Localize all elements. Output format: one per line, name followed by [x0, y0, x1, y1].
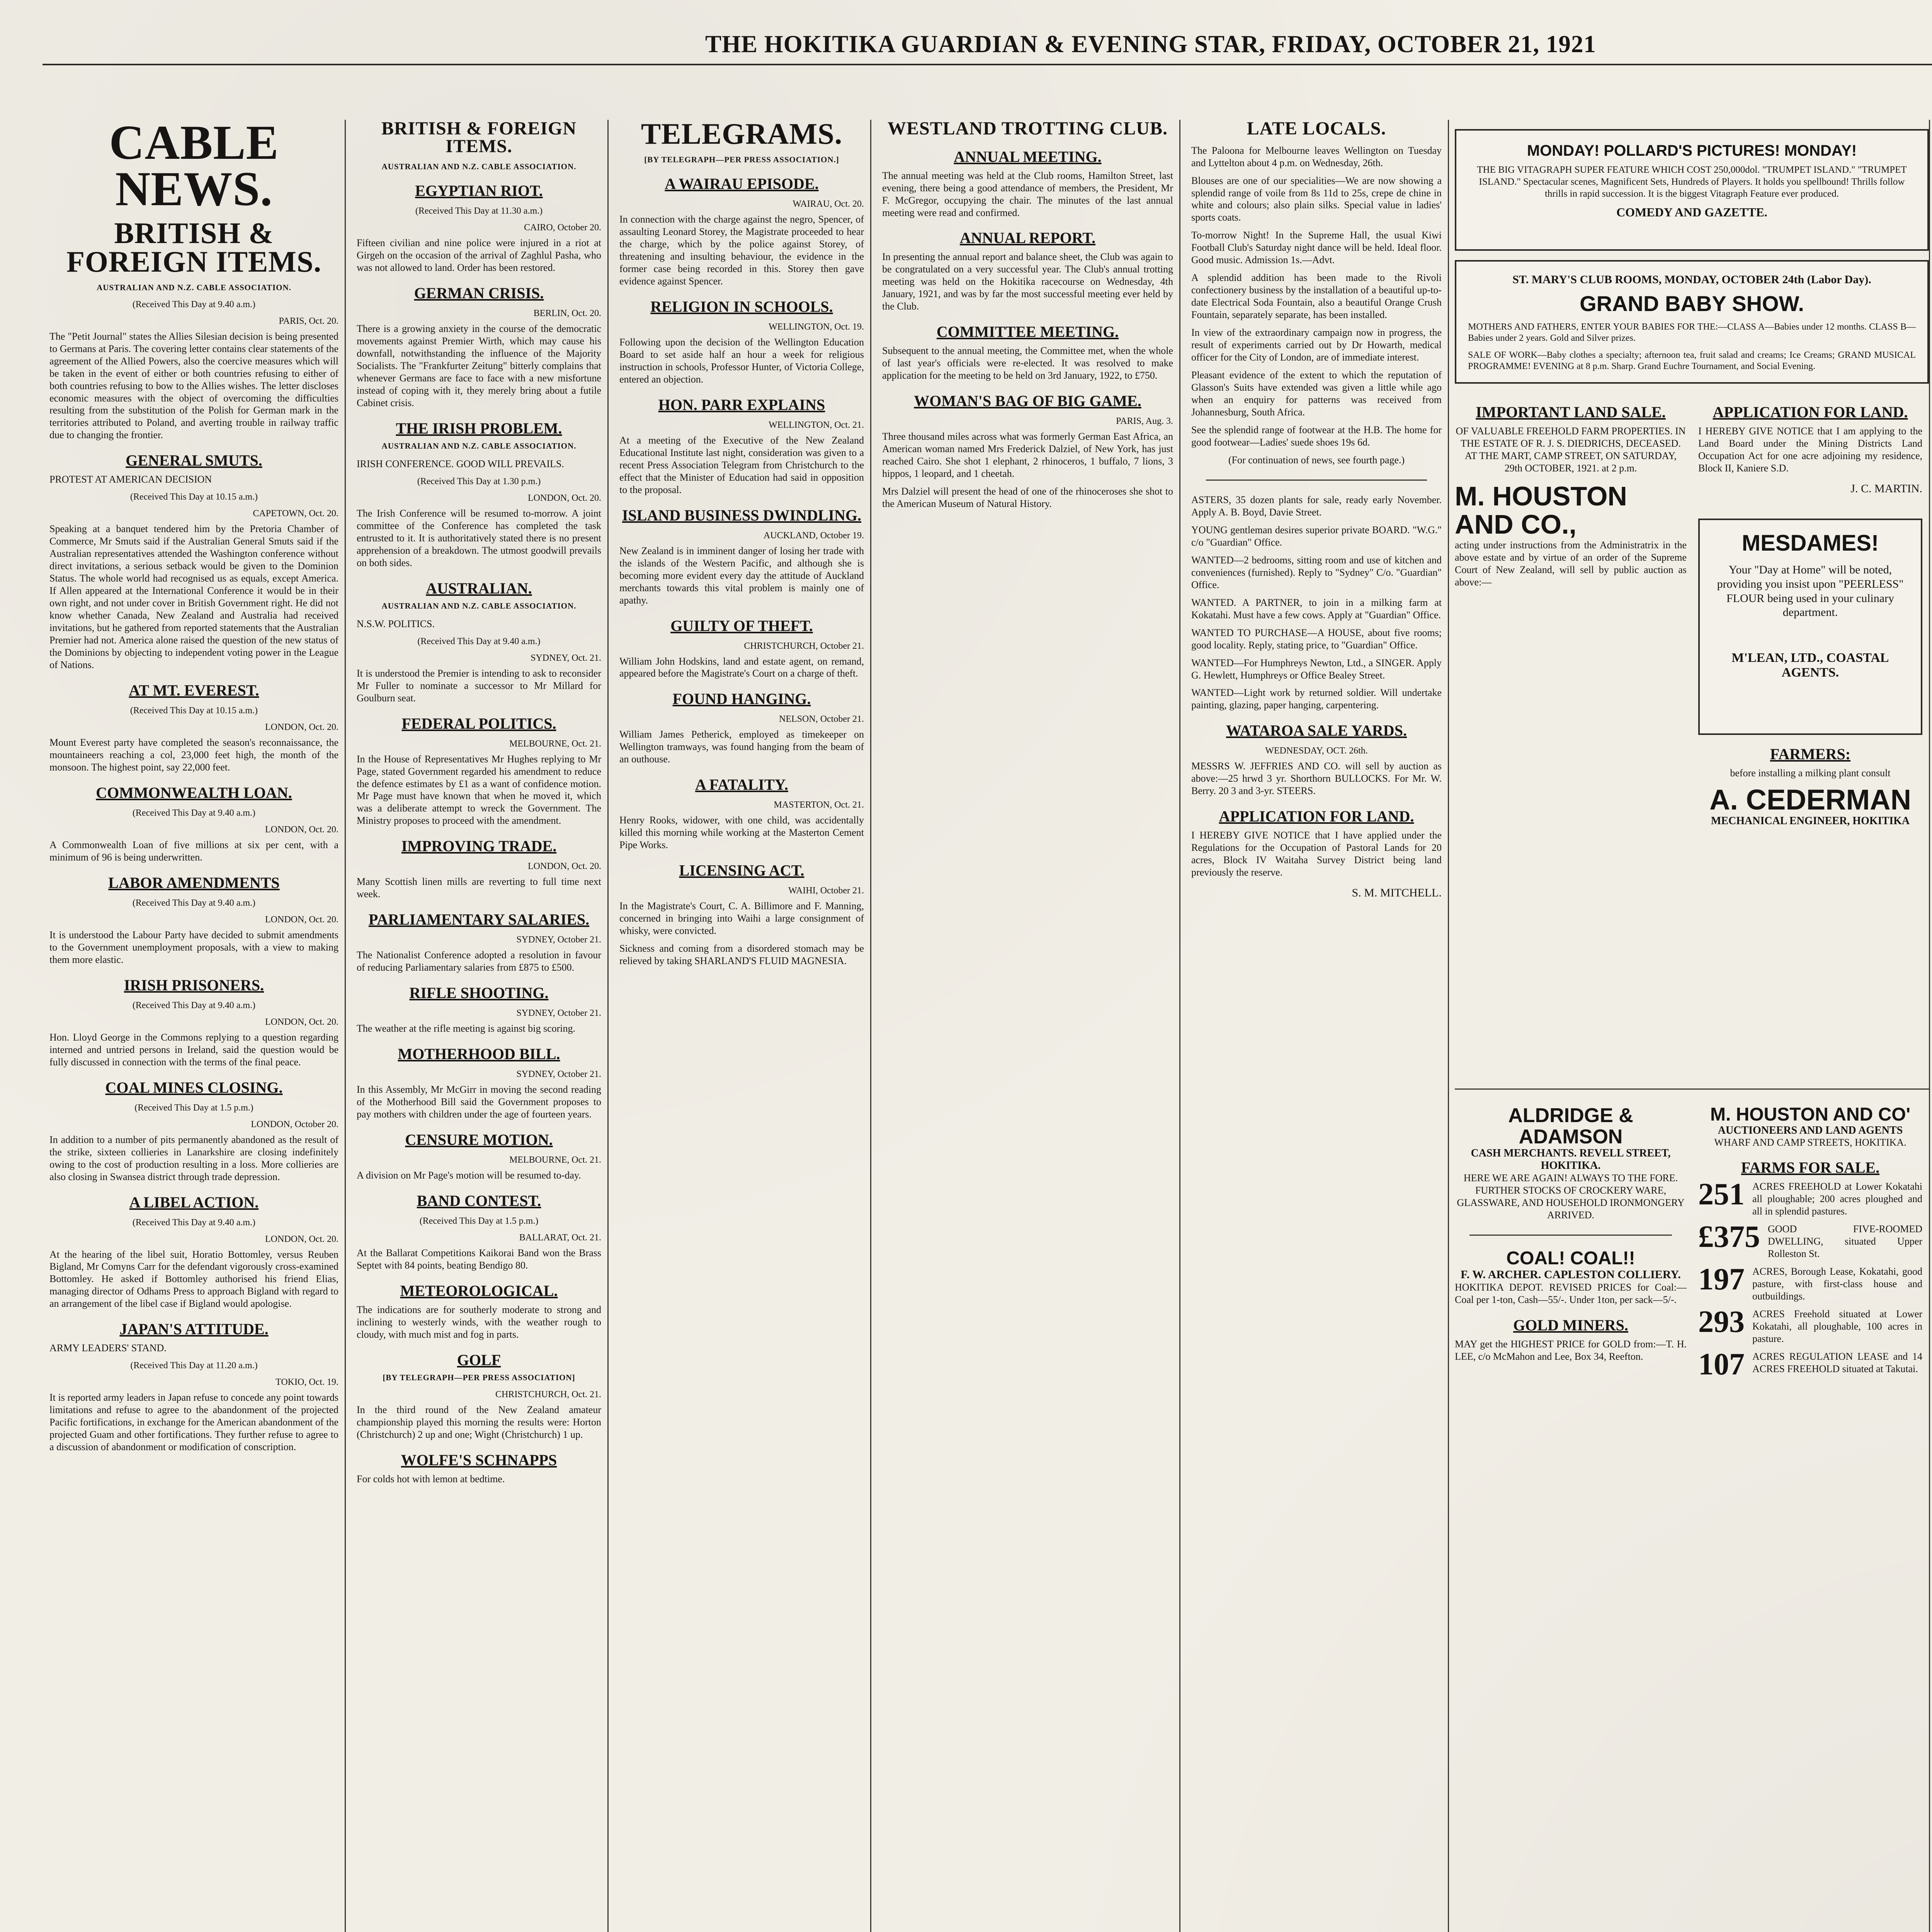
- westland-story-title: COMMITTEE MEETING.: [936, 323, 1119, 341]
- cable-story: [49, 1361, 338, 1453]
- cable-story-text: PROTEST AT AMERICAN DECISION: [49, 474, 212, 485]
- cable-story: [49, 976, 338, 1068]
- classified-story-text: I HEREBY GIVE NOTICE that I have applied under the Regulations for the Occupation of Pastoral Lands for 20 acres, Block IV Waitaha Survey District being land previously the reserve.: [1191, 830, 1442, 878]
- british-story-title: PARLIAMENTARY SALARIES.: [368, 911, 590, 929]
- westland-story-text: Three thousand miles across what was formerly German East Africa, an American woman named Mrs Frederick Dalziel, of New York, has just reached Cairo. She shot 1 elephant, 2 rhinoceros, 1 buffalo, 7 lions, 3 hippos, 1 leopard, and 1 cheetah.: [882, 431, 1173, 480]
- british-story-place: SYDNEY, Oct. 21.: [531, 653, 601, 663]
- british-story: [357, 1131, 601, 1182]
- cable-story-text: A Commonwealth Loan of five millions at six per cent, with a minimum of 96 is being underwritten.: [49, 839, 338, 863]
- classified-story-text: WANTED—For Humphreys Newton, Ltd., a SINGER. Apply G. Hewlett, Humphreys or Office Bealey Street.: [1191, 657, 1442, 681]
- late-local-story-text: A splendid addition has been made to the Rivoli confectionery business by the installation of a beautiful up-to-date Electrical Soda Fountain, also a beautiful Orange Crush Fountain, separately separate, has been installed.: [1191, 272, 1442, 321]
- cable-story-place: LONDON, Oct. 20.: [265, 722, 338, 732]
- farm-listing: [1698, 1220, 1922, 1260]
- pollard-pictures-ad: [1455, 129, 1929, 251]
- british-story-text: N.S.W. POLITICS.: [357, 618, 435, 629]
- late-local-story: [1191, 327, 1442, 364]
- british-story-text: It is understood the Premier is intending to ask to reconsider Mr Fuller to nominate a successor to Mr Millard for Goulburn seat.: [357, 667, 601, 704]
- wharf-subtitle: AUCTIONEERS AND LAND AGENTS: [1718, 1124, 1903, 1137]
- british-story-place: SYDNEY, October 21.: [516, 935, 601, 945]
- land-application: [1698, 393, 1922, 827]
- cable-story-list: [49, 299, 338, 1454]
- cederman-name: A. CEDERMAN: [1709, 783, 1912, 816]
- telegram-story-text: In connection with the charge against the negro, Spencer, of assaulting Leonard Storey, the Magistrate proceeded to hear the charge, which by the police against Storey, of threatening and insulting behaviour, the evidence in the former case being recorded in this. Storey then gave evidence against Spencer.: [619, 214, 864, 287]
- westland-story: [882, 323, 1173, 382]
- farm-description: GOOD FIVE-ROOMED DWELLING, situated Upper Rolleston St.: [1768, 1223, 1922, 1260]
- baby-show-footer: SALE OF WORK—Baby clothes a specialty; afternoon tea, fruit salad and creams; Ice Creams; GRAND MUSICAL PROGRAMME! EVENING at 8 p.m. Sharp. Grand Euchre Tournament, and Social Evening.: [1468, 350, 1916, 372]
- land-application-title: APPLICATION FOR LAND.: [1713, 403, 1908, 421]
- telegram-story-place: CHRISTCHURCH, October 21.: [744, 641, 864, 651]
- british-story-place: CHRISTCHURCH, Oct. 21.: [495, 1389, 601, 1400]
- british-foreign-subheading: BRITISH & FOREIGN ITEMS.: [66, 216, 322, 278]
- british-column: [350, 120, 609, 1932]
- telegram-story-place: WAIHI, October 21.: [788, 886, 864, 896]
- classified-story: [1191, 627, 1442, 651]
- baby-show-title: GRAND BABY SHOW.: [1580, 291, 1804, 316]
- telegrams-column: [612, 120, 871, 1932]
- british-story-place: BERLIN, Oct. 20.: [533, 308, 601, 319]
- british-story-dateline: (Received This Day at 11.30 a.m.): [415, 206, 543, 216]
- telegram-story: [619, 506, 864, 607]
- mesdames-ad: [1698, 519, 1922, 735]
- farm-description: ACRES, Borough Lease, Kokatahi, good pasture, with first-class house and outbuildings.: [1752, 1266, 1922, 1302]
- cable-story-text: Mount Everest party have completed the season's reconnaissance, the mountaineers reaching a col, 23,000 feet high, the month of the monsoon. The highest point, say 22,000 feet.: [49, 736, 338, 773]
- houston-text: acting under instructions from the Administratrix in the above estate and by virtue of an order of the Supreme Court of New Zealand, will sell by public auction as above:—: [1455, 539, 1687, 588]
- british-story: [357, 837, 601, 900]
- telegram-story-title: A WAIRAU EPISODE.: [665, 175, 819, 193]
- late-local-story-list: [1191, 145, 1442, 449]
- cable-story-title: AT MT. EVEREST.: [129, 681, 259, 699]
- gold-text: MAY get the HIGHEST PRICE for GOLD from:—T. H. LEE, c/o McMahon and Lee, Box 34, Reefton.: [1455, 1338, 1687, 1362]
- westland-heading: WESTLAND TROTTING CLUB.: [888, 120, 1168, 139]
- westland-story: [882, 485, 1173, 510]
- telegram-story: [619, 617, 864, 680]
- telegrams-credit: [BY TELEGRAPH—PER PRESS ASSOCIATION.]: [644, 155, 839, 165]
- british-story-text: A division on Mr Page's motion will be resumed to-day.: [357, 1170, 581, 1181]
- westland-story-place: PARIS, Aug. 3.: [1116, 416, 1173, 427]
- british-story-title: MOTHERHOOD BILL.: [398, 1045, 560, 1063]
- british-story-text: Many Scottish linen mills are reverting to full time next week.: [357, 876, 601, 900]
- british-story-title: BAND CONTEST.: [417, 1192, 541, 1210]
- british-story-place: MELBOURNE, Oct. 21.: [509, 738, 601, 749]
- late-local-story-text: Pleasant evidence of the extent to which the reputation of Glasson's Suits have extended was given a little while ago when an enquiry for patterns was received from Johannesburg, South Africa.: [1191, 369, 1442, 418]
- classified-story-title: APPLICATION FOR LAND.: [1219, 808, 1414, 825]
- masthead: [43, 27, 1932, 65]
- lower-central-ads: [1455, 1088, 1929, 1932]
- british-story-credit: AUSTRALIAN AND N.Z. CABLE ASSOCIATION.: [381, 441, 577, 451]
- british-story-text: Fifteen civilian and nine police were injured in a riot at Girgeh on the occasion of the arrival of Zaghlul Pasha, who was not allowed to land. Order has been restored.: [357, 237, 601, 274]
- land-application-signature: J. C. MARTIN.: [1850, 482, 1922, 495]
- land-application-text: I HEREBY GIVE NOTICE that I am applying to the Land Board under the Mining Districts Land Occupation Act for one acre adjoining my residence, Block II, Kaniere S.D.: [1698, 425, 1922, 474]
- british-story-text: There is a growing anxiety in the course of the democratic movements against Premier Wirth, which may cause his downfall, notwithstanding the influence of the Majority Socialists. The "Frankfurter Zeitung" bitterly complains that whenever Germans are face to face with a new misfortune instead of coping with it, they merely bring about a futile Cabinet crisis.: [357, 323, 601, 408]
- cable-story-dateline: (Received This Day at 9.40 a.m.): [132, 898, 256, 908]
- telegram-story-title: RELIGION IN SCHOOLS.: [650, 298, 833, 315]
- classified-story-text: ASTERS, 35 dozen plants for sale, ready early November. Apply A. B. Boyd, Davie Street.: [1191, 494, 1442, 518]
- british-story-title: RIFLE SHOOTING.: [409, 984, 549, 1002]
- telegram-story-title: GUILTY OF THEFT.: [670, 617, 813, 634]
- cable-news-heading: CABLE NEWS.: [109, 120, 279, 216]
- british-story-text: The Nationalist Conference adopted a resolution in favour of reducing Parliamentary salaries from £875 to £500.: [357, 949, 601, 973]
- farms-title: FARMS FOR SALE.: [1741, 1159, 1880, 1177]
- cable-story: [49, 1078, 338, 1183]
- farm-price: 107: [1698, 1347, 1745, 1382]
- late-local-story-text: See the splendid range of footwear at the H.B. The home for good footwear—Ladies' suede shoes 19s 6d.: [1191, 424, 1442, 448]
- westland-story-text: The annual meeting was held at the Club rooms, Hamilton Street, last evening, there being a good attendance of members, the President, Mr F. McGregor, occupying the chair. The minutes of the last annual meeting were read and confirmed.: [882, 170, 1173, 218]
- important-land-sale: [1455, 393, 1687, 594]
- pollard-text: THE BIG VITAGRAPH SUPER FEATURE WHICH COST 250,000dol. "TRUMPET ISLAND." "TRUMPET ISLAND." Spectacular scenes, Magnificent Sets, Hundreds of Players. It holds you spellbound! Thrills follow thrills in rapid succession. It is the biggest Vitagraph Feature ever produced.: [1477, 165, 1907, 199]
- aldridge-text: HERE WE ARE AGAIN! ALWAYS TO THE FORE. FURTHER STOCKS OF CROCKERY WARE, GLASSWARE, AND HOUSEHOLD IRONMONGERY ARRIVED.: [1457, 1172, 1685, 1221]
- british-story-title: IMPROVING TRADE.: [401, 837, 557, 855]
- column-rule: [1206, 480, 1427, 481]
- classified-list: [1191, 494, 1442, 900]
- farm-price: 197: [1698, 1262, 1745, 1297]
- cable-story-dateline: (Received This Day at 11.20 a.m.): [130, 1361, 258, 1371]
- telegram-story: [619, 175, 864, 287]
- mesdames-text: Your "Day at Home" will be noted, providing you insist upon "PEERLESS" FLOUR being used in your culinary department.: [1717, 563, 1904, 619]
- telegram-story: [619, 396, 864, 496]
- classified-story-text: WANTED—2 bedrooms, sitting room and use of kitchen and conveniences (furnished). Reply to "Sydney" C/o. "Guardian" Office.: [1191, 554, 1442, 590]
- late-local-story: [1191, 369, 1442, 418]
- british-story-title: GERMAN CRISIS.: [414, 284, 544, 302]
- cable-story-place: LONDON, October 20.: [251, 1119, 338, 1129]
- telegram-story-text: Sickness and coming from a disordered stomach may be relieved by taking SHARLAND'S FLUID MAGNESIA.: [619, 943, 864, 967]
- british-story-place: SYDNEY, October 21.: [516, 1069, 601, 1080]
- british-story-text: The weather at the rifle meeting is against big scoring.: [357, 1023, 576, 1034]
- cable-story-text: Hon. Lloyd George in the Commons replying to a question regarding interned and untried persons in Ireland, said the question would be fully discussed in connection with the terms of the final peace.: [49, 1031, 338, 1068]
- westland-story: [882, 229, 1173, 313]
- cederman-subtitle: MECHANICAL ENGINEER, HOKITIKA: [1711, 815, 1910, 827]
- westland-column: [875, 120, 1180, 1932]
- late-local-story-text: Blouses are one of our specialities—We are now showing a splendid range of voile from 8s 11d to 25s, crepe de chine in white and colours; also plain silks. Special value in ladies' sports coats.: [1191, 175, 1442, 223]
- cable-story-place: TOKIO, Oct. 19.: [276, 1377, 338, 1388]
- cable-story-place: CAPETOWN, Oct. 20.: [253, 509, 338, 519]
- british-story: [357, 579, 601, 630]
- cable-story-dateline: (Received This Day at 9.40 a.m.): [132, 299, 256, 310]
- coal-subtitle: F. W. ARCHER. CAPLESTON COLLIERY.: [1461, 1268, 1681, 1281]
- cable-story: [49, 451, 338, 486]
- cable-story-dateline: (Received This Day at 9.40 a.m.): [132, 1217, 256, 1228]
- british-story: [357, 1045, 601, 1121]
- cable-story-title: A LIBEL ACTION.: [129, 1193, 259, 1211]
- cable-story: [49, 299, 338, 442]
- baby-show-text: MOTHERS AND FATHERS, ENTER YOUR BABIES FOR THE:—CLASS A—Babies under 12 months. CLASS B—Babies under 2 years. Gold and Silver prizes.: [1468, 321, 1916, 344]
- wharf-text: WHARF AND CAMP STREETS, HOKITIKA.: [1714, 1137, 1906, 1148]
- cable-story-title: JAPAN'S ATTITUDE.: [119, 1320, 269, 1338]
- british-story-title: FEDERAL POLITICS.: [401, 714, 556, 732]
- land-sale-title: IMPORTANT LAND SALE.: [1476, 403, 1666, 421]
- cable-story-text: In addition to a number of pits permanently abandoned as the result of the strike, sixteen collieries in Lanarkshire are closing indefinitely owing to the cost of production resulting in a loss. More collieries are also closing in Swansea district through trade depression.: [49, 1134, 338, 1182]
- classified-story: [1191, 657, 1442, 682]
- farm-listing: [1698, 1177, 1922, 1218]
- late-local-story: [1191, 272, 1442, 321]
- westland-story-list: [882, 148, 1173, 510]
- cable-story-text: At the hearing of the libel suit, Horatio Bottomley, versus Reuben Bigland, Mr Comyns Carr for the defendant vigorously cross-examined Bottomley. He asked if Bottomley authorised his friend Elias, managing director of Odhams Press to approach Bigland with regard to an arrangement of the libel case if Bigland would apologise.: [49, 1248, 338, 1310]
- telegram-story-title: LICENSING ACT.: [679, 862, 804, 879]
- telegram-story-text: William James Petherick, employed as timekeeper on Wellington tramways, was found hanging from the beam of an outhouse.: [619, 729, 864, 765]
- telegram-story-text: In the Magistrate's Court, C. A. Billimore and F. Manning, concerned in bringing into Waihi a large consignment of whisky, were convicted.: [619, 900, 864, 937]
- classified-story-text: WANTED—Light work by returned soldier. Will undertake painting, glazing, paper hanging, carpentering.: [1191, 687, 1442, 711]
- farm-description: ACRES Freehold situated at Lower Kokatahi, all ploughable, 100 acres in pasture.: [1752, 1308, 1922, 1345]
- late-local-story-text: To-morrow Night! In the Supreme Hall, the usual Kiwi Football Club's Saturday night dance will be held. Ideal floor. Good music. Admission 1s.—Advt.: [1191, 230, 1442, 266]
- british-story-title: WOLFE'S SCHNAPPS: [401, 1451, 557, 1469]
- cable-story: [49, 784, 338, 864]
- telegram-story-place: NELSON, October 21.: [779, 714, 864, 724]
- telegram-story: [619, 298, 864, 386]
- property-ads: [1455, 393, 1929, 1088]
- classified-story: [1191, 597, 1442, 621]
- houston-title: M. HOUSTON AND CO.,: [1455, 481, 1627, 540]
- british-story-title: THE IRISH PROBLEM.: [396, 419, 562, 437]
- pollard-footer: COMEDY AND GAZETTE.: [1616, 205, 1767, 219]
- british-story-place: CAIRO, October 20.: [524, 223, 601, 233]
- british-story: [357, 1192, 601, 1272]
- classified-story: [1191, 494, 1442, 519]
- british-story-text: The indications are for southerly moderate to strong and inclining to westerly winds, with the weather rough to cloudy, with much mist and fog in parts.: [357, 1304, 601, 1340]
- late-local-story: [1191, 229, 1442, 266]
- late-locals-heading: LATE LOCALS.: [1247, 120, 1386, 139]
- cable-story-dateline: (Received This Day at 9.40 a.m.): [132, 808, 256, 818]
- late-local-story: [1191, 424, 1442, 449]
- telegram-story-title: A FATALITY.: [695, 776, 788, 794]
- british-story: [357, 1282, 601, 1341]
- cable-credit: AUSTRALIAN AND N.Z. CABLE ASSOCIATION.: [97, 282, 291, 292]
- cable-story-text: Speaking at a banquet tendered him by the Pretoria Chamber of Commerce, Mr Smuts said if the Australian General Smuts said if the Australian representatives attended the Washington conference without direct invitations, a serious setback would be given to the Dominion Status. The whole world had recognised us as equals, except America. If Allen appeared at the International Conference it would be in their own right, and not under cover in British Government right. He did not know whether Canada, New Zealand and Australia had received invitations, but he gathered from reported statements that the Australian Premier had not. America alone raised the question of the new status of the Dominions by objecting to independent voting power in the League of Nations.: [49, 523, 338, 670]
- classified-story: [1191, 524, 1442, 549]
- ad-divider: [1469, 1235, 1672, 1236]
- british-story-text: In this Assembly, Mr McGirr in moving the second reading of the Motherhood Bill said the Government proposes to pay mothers with children under the age of fourteen years.: [357, 1084, 601, 1120]
- farm-price: 293: [1698, 1305, 1745, 1339]
- farm-price: 251: [1698, 1177, 1745, 1212]
- coal-text: HOKITIKA DEPOT. REVISED PRICES for Coal:—Coal per 1-ton, Cash—55/-. Under 1ton, per sack—5/-.: [1455, 1282, 1687, 1306]
- telegram-story-text: William John Hodskins, land and estate agent, on remand, appeared before the Magistrate's Court on a charge of theft.: [619, 655, 864, 679]
- classified-story-text: WANTED TO PURCHASE—A HOUSE, about five rooms; good locality. Reply, stating price, to "Guardian" Office.: [1191, 627, 1442, 651]
- farm-price: £375: [1698, 1220, 1760, 1254]
- cable-story-text: ARMY LEADERS' STAND.: [49, 1342, 167, 1354]
- cable-story-dateline: (Received This Day at 9.40 a.m.): [132, 1000, 256, 1010]
- cable-story-title: IRISH PRISONERS.: [124, 976, 264, 994]
- classified-story: [1191, 807, 1442, 900]
- farm-description: ACRES FREEHOLD at Lower Kokatahi all ploughable; 200 acres ploughed and all in splendid pastures.: [1752, 1181, 1922, 1217]
- westland-story-title: WOMAN'S BAG OF BIG GAME.: [914, 392, 1141, 410]
- cable-story-place: LONDON, Oct. 20.: [265, 1017, 338, 1027]
- british-story: [357, 714, 601, 827]
- houston-farms-ad: [1698, 1105, 1922, 1384]
- farm-listing: [1698, 1262, 1922, 1303]
- baby-show-ad: [1455, 260, 1929, 384]
- cable-story-title: COAL MINES CLOSING.: [105, 1078, 283, 1096]
- cable-story-place: PARIS, Oct. 20.: [279, 316, 338, 326]
- cable-story-text: It is reported army leaders in Japan refuse to concede any point towards limitations and refuse to agree to the abandonment of the projected Pacific fortifications, in exchange for the American abandonment of the projected Guam and other fortifications. They further refuse to agree to a discussion of abandonment or modification of conscription.: [49, 1392, 338, 1453]
- cable-story-text: It is understood the Labour Party have decided to submit amendments to the Government unemployment proposals, with a view to making them more elastic.: [49, 929, 338, 965]
- cable-story-place: LONDON, Oct. 20.: [265, 1234, 338, 1244]
- classified-story: [1191, 554, 1442, 591]
- british-credit: AUSTRALIAN AND N.Z. CABLE ASSOCIATION.: [381, 162, 577, 172]
- mesdames-title: MESDAMES!: [1742, 530, 1879, 556]
- telegram-story-text: New Zealand is in imminent danger of losing her trade with the islands of the Western Pacific, and although she is becoming more evident every day the attitude of Auckland merchants towards this vital problem is mainly one of apathy.: [619, 545, 864, 606]
- late-local-story-text: The Paloona for Melbourne leaves Wellington on Tuesday and Lyttelton about 4 p.m. on Wednesday, 26th.: [1191, 145, 1442, 168]
- westland-story-title: ANNUAL REPORT.: [959, 229, 1096, 247]
- classified-story-text: WANTED. A PARTNER, to join in a milking farm at Kokatahi. Must have a few cows. Apply at "Guardian" Office.: [1191, 597, 1442, 621]
- british-story-title: EGYPTIAN RIOT.: [415, 182, 543, 200]
- british-story: [357, 476, 601, 569]
- telegram-story-place: MASTERTON, Oct. 21.: [774, 800, 864, 810]
- british-story-place: SYDNEY, October 21.: [516, 1008, 601, 1019]
- british-story: [357, 1351, 601, 1441]
- telegram-story-list: [619, 175, 864, 967]
- cable-story: [49, 1320, 338, 1354]
- aldridge-subtitle: CASH MERCHANTS. REVELL STREET, HOKITIKA.: [1471, 1147, 1671, 1172]
- classified-story-signature: S. M. MITCHELL.: [1352, 886, 1442, 900]
- late-local-story: [1191, 145, 1442, 169]
- telegram-story: [619, 861, 864, 937]
- westland-story: [882, 392, 1173, 480]
- telegrams-heading: TELEGRAMS.: [641, 120, 843, 150]
- cable-story-place: LONDON, Oct. 20.: [265, 914, 338, 925]
- westland-story: [882, 148, 1173, 219]
- land-sale-text: OF VALUABLE FREEHOLD FARM PROPERTIES. IN THE ESTATE OF R. J. S. DIEDRICHS, DECEASED. AT THE MART, CAMP STREET, ON SATURDAY, 29th OCTOBER, 1921. at 2 p.m.: [1456, 425, 1686, 474]
- aldridge-ad: [1455, 1105, 1687, 1368]
- cable-story-title: GENERAL SMUTS.: [126, 452, 262, 469]
- british-story-text: In the third round of the New Zealand amateur championship played this morning the results were: Horton (Christchurch) 2 up and one; Wight (Christchurch) 1 up.: [357, 1404, 601, 1440]
- british-story: [357, 910, 601, 974]
- telegram-story-text: Henry Rooks, widower, with one child, was accidentally killed this morning while working at the Masterton Cement Pipe Works.: [619, 815, 864, 851]
- british-story-title: METEOROLOGICAL.: [400, 1282, 558, 1300]
- british-story-title: CENSURE MOTION.: [405, 1131, 553, 1149]
- british-story: [357, 1451, 601, 1485]
- classified-story-text: YOUNG gentleman desires superior private BOARD. "W.G." c/o "Guardian" Office.: [1191, 524, 1442, 548]
- cable-story: [49, 874, 338, 966]
- british-story-place: LONDON, Oct. 20.: [528, 861, 601, 872]
- farm-list: [1698, 1177, 1922, 1382]
- telegram-story-title: FOUND HANGING.: [672, 690, 811, 708]
- british-story-text: In the House of Representatives Mr Hughes replying to Mr Page, stated Government regarded his amendment to reduce the defence estimates by £1 as a want of confidence motion. Mr Page must have known that when he moved it, which was a deliberate attempt to wreck the Government. The Ministry proposes to proceed with the amendment.: [357, 753, 601, 827]
- cable-story-dateline: (Received This Day at 10.15 a.m.): [130, 492, 258, 502]
- farm-description: ACRES REGULATION LEASE and 14 ACRES FREEHOLD situated at Takutai.: [1752, 1351, 1922, 1374]
- british-heading: BRITISH & FOREIGN ITEMS.: [381, 120, 577, 156]
- telegram-story-text: At a meeting of the Executive of the New Zealand Educational Institute last night, consideration was given to a recent Press Association Telegram from Christchurch to the effect that the Minister of Education had said in opposition to the proposal.: [619, 434, 864, 495]
- british-story-dateline: (Received This Day at 1.30 p.m.): [417, 476, 541, 486]
- british-story-text: IRISH CONFERENCE. GOOD WILL PREVAILS.: [357, 458, 564, 469]
- gold-title: GOLD MINERS.: [1513, 1316, 1628, 1334]
- cable-story: [49, 1193, 338, 1310]
- continuation-note: (For continuation of news, see fourth page.): [1228, 454, 1405, 466]
- farmers-text: before installing a milking plant consult: [1730, 767, 1891, 779]
- british-story-list: [357, 182, 601, 1485]
- classified-story: [1191, 687, 1442, 711]
- british-story-title: AUSTRALIAN.: [426, 579, 532, 597]
- baby-show-date: ST. MARY'S CLUB ROOMS, MONDAY, OCTOBER 24th (Labor Day).: [1512, 273, 1871, 286]
- british-story: [357, 984, 601, 1035]
- telegram-story-place: WELLINGTON, Oct. 21.: [769, 420, 864, 430]
- cable-story-text: The "Petit Journal" states the Allies Silesian decision is being presented to Germans at Paris. The covering letter contains clear statements of the agreement of the Allied Powers, also the coercive measures which will be taken in the event of either or both countries refusing to either of both countries refusing to bow to the Allies wishes. The letter discloses economic measures with the object of overcoming the difficulties resulting from the substitution of the Polish for German mark in the territories attributed to Poland, and averting trouble in railway traffic due to changing the frontier.: [49, 330, 338, 441]
- westland-story-text: Mrs Dalziel will present the head of one of the rhinoceroses she shot to the American Museum of Natural History.: [882, 486, 1173, 510]
- british-story: [357, 182, 601, 274]
- british-story-dateline: (Received This Day at 1.5 p.m.): [419, 1216, 539, 1226]
- central-ad-column: [1451, 120, 1930, 1932]
- cable-story-title: LABOR AMENDMENTS: [108, 874, 280, 891]
- pollard-title: MONDAY! POLLARD'S PICTURES! MONDAY!: [1527, 142, 1857, 159]
- cable-story: [49, 681, 338, 774]
- telegram-story-title: HON. PARR EXPLAINS: [658, 396, 825, 413]
- wharf-title: M. HOUSTON AND CO': [1710, 1104, 1911, 1125]
- aldridge-title: ALDRIDGE & ADAMSON: [1508, 1104, 1633, 1148]
- westland-story-text: Subsequent to the annual meeting, the Committee met, when the whole of last year's officials were re-elected. It was resolved to make application for the meeting to be held on 3rd January, 1922, to £750.: [882, 345, 1173, 381]
- british-story-place: BALLARAT, Oct. 21.: [519, 1233, 601, 1243]
- cable-story-dateline: (Received This Day at 10.15 a.m.): [130, 705, 258, 716]
- british-story-dateline: (Received This Day at 9.40 a.m.): [417, 636, 541, 646]
- telegram-story: [619, 942, 864, 967]
- cable-news-column: [43, 120, 346, 1932]
- classified-story-title: WATAROA SALE YARDS.: [1226, 722, 1407, 740]
- late-local-story-text: In view of the extraordinary campaign now in progress, the result of experiments carried out by Dr Howarth, medical officer for the City of London, are of immediate interest.: [1191, 327, 1442, 363]
- british-story: [357, 284, 601, 409]
- british-story: [357, 419, 601, 470]
- cable-story-title: COMMONWEALTH LOAN.: [96, 784, 292, 801]
- farm-listing: [1698, 1305, 1922, 1345]
- coal-title: COAL! COAL!!: [1506, 1248, 1635, 1269]
- cable-story-place: LONDON, Oct. 20.: [265, 824, 338, 835]
- westland-story-text: In presenting the annual report and balance sheet, the Club was again to be congratulated on a very successful year. The Club's annual trotting meeting was held on the Hokitika racecourse on Wednesday, 4th January, 1921, and was by far the most successful meeting ever held by the Club.: [882, 251, 1173, 312]
- telegram-story-place: WELLINGTON, Oct. 19.: [769, 321, 864, 332]
- british-story-credit: AUSTRALIAN AND N.Z. CABLE ASSOCIATION.: [381, 601, 577, 611]
- telegram-story: [619, 690, 864, 765]
- classified-story-subtitle: WEDNESDAY, OCT. 26th.: [1265, 746, 1368, 756]
- mesdames-footer: M'LEAN, LTD., COASTAL AGENTS.: [1731, 651, 1889, 680]
- farm-listing: [1698, 1347, 1922, 1382]
- british-story: [357, 636, 601, 704]
- telegram-story-title: ISLAND BUSINESS DWINDLING.: [622, 506, 862, 524]
- british-story-title: GOLF: [457, 1351, 501, 1369]
- westland-story-title: ANNUAL MEETING.: [954, 148, 1102, 165]
- classified-story: [1191, 721, 1442, 797]
- newspaper-title: THE HOKITIKA GUARDIAN & EVENING STAR, FRIDAY, OCTOBER 21, 1921: [705, 31, 1596, 58]
- british-story-place: MELBOURNE, Oct. 21.: [509, 1155, 601, 1165]
- british-story-credit: [BY TELEGRAPH—PER PRESS ASSOCIATION]: [383, 1372, 575, 1382]
- telegram-story-text: Following upon the decision of the Wellington Education Board to set aside half an hour a week for religious instruction in schools, Professor Hunter, of Victoria College, entered an objection.: [619, 336, 864, 385]
- late-local-story: [1191, 175, 1442, 224]
- british-story-text: The Irish Conference will be resumed to-morrow. A joint committee of the Conference has completed the task entrusted to it. It is authoritatively stated there is no present apprehension of a breakdown. The utmost goodwill prevails on both sides.: [357, 507, 601, 568]
- british-story-text: At the Ballarat Competitions Kaikorai Band won the Brass Septet with 84 points, beating Bendigo 80.: [357, 1247, 601, 1271]
- telegram-story-place: WAIRAU, Oct. 20.: [793, 199, 864, 209]
- cable-story: [49, 492, 338, 671]
- classified-story-text: MESSRS W. JEFFRIES AND CO. will sell by auction as above:—25 hrwd 3 yr. Shorthorn BULLOCKS. For Mr. W. Berry. 20 3 and 3-yr. STEERS.: [1191, 760, 1442, 797]
- british-story-place: LONDON, Oct. 20.: [528, 493, 601, 503]
- telegram-story: [619, 776, 864, 851]
- british-story-text: For colds hot with lemon at bedtime.: [357, 1473, 505, 1485]
- late-locals-column: [1184, 120, 1449, 1932]
- cable-story-dateline: (Received This Day at 1.5 p.m.): [134, 1102, 253, 1113]
- farmers-title: FARMERS:: [1770, 745, 1851, 763]
- telegram-story-place: AUCKLAND, October 19.: [764, 530, 864, 541]
